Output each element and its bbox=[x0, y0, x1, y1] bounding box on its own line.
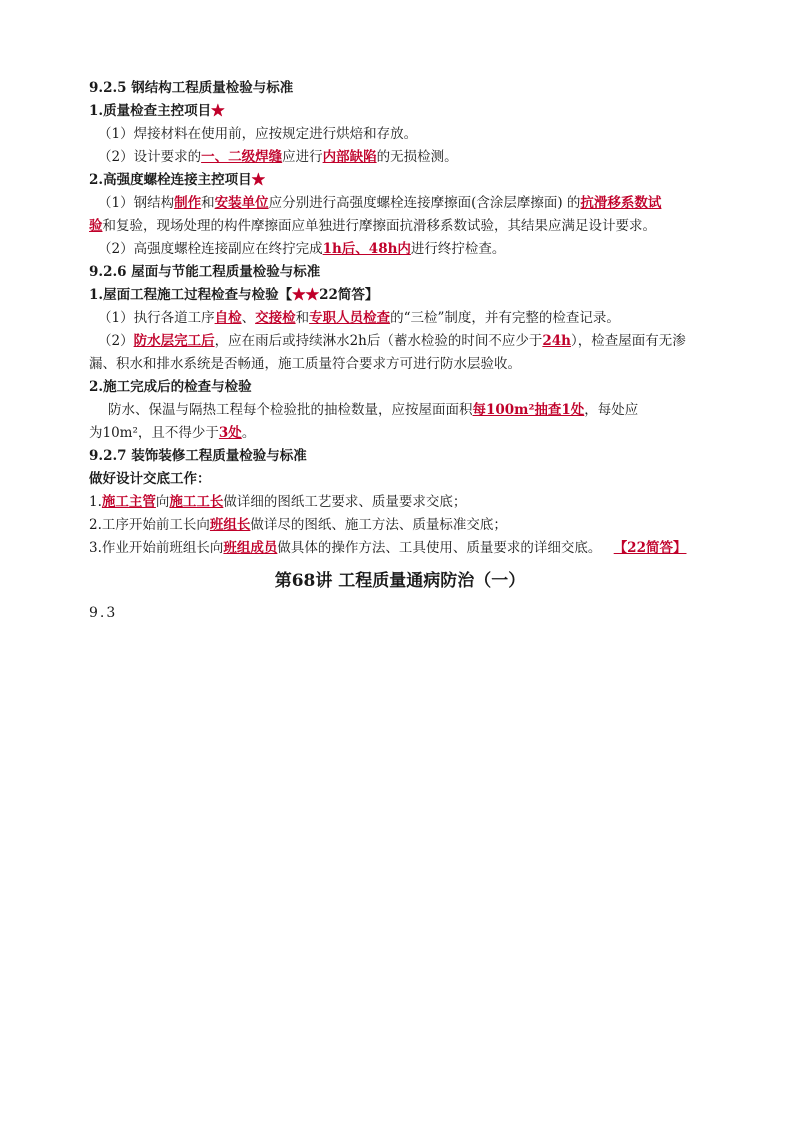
list-item bbox=[89, 492, 466, 512]
paragraph-welding-material: （1）焊接材料在使用前，应按规定进行烘焙和存放。 bbox=[98, 126, 418, 142]
highlight-waterproof-done: 防水层完工后 bbox=[133, 333, 215, 349]
text: 做详尽的图纸、施工方法、质量标准交底； bbox=[250, 517, 507, 533]
text: 的“三检”制度，并有完整的检查记录。 bbox=[390, 310, 620, 326]
paragraph-waterproof bbox=[98, 331, 686, 351]
heading-post-construction: 2.施工完成后的检查与检验 bbox=[89, 379, 252, 395]
heading-text: 1.屋面工程施工过程检查与检验【 bbox=[89, 287, 293, 303]
text: 应进行 bbox=[282, 149, 323, 165]
list-item bbox=[89, 538, 686, 558]
highlight-weld-grade: 一、二级焊缝 bbox=[201, 149, 283, 165]
highlight-fabrication: 制作 bbox=[174, 195, 202, 211]
paragraph-sampling-cont bbox=[89, 423, 255, 443]
heading-tail: 22简答】 bbox=[319, 287, 379, 303]
text: 做具体的操作方法、工具使用、质量要求的详细交底。 bbox=[277, 540, 602, 556]
text: 3.作业开始前班组长向 bbox=[89, 540, 224, 556]
heading-text: 1.质量检查主控项目 bbox=[89, 103, 212, 119]
highlight-construction-manager: 施工主管 bbox=[101, 494, 156, 510]
star-icon: ★★ bbox=[292, 287, 320, 303]
lecture-title: 第68讲 工程质量通病防治（一） bbox=[274, 571, 526, 591]
star-icon: ★ bbox=[251, 172, 266, 188]
exam-tag: 【22简答】 bbox=[613, 540, 687, 556]
text: 进行终拧检查。 bbox=[410, 241, 506, 257]
paragraph-friction-surface-cont bbox=[89, 216, 656, 236]
highlight-specialist-check: 专职人员检查 bbox=[309, 310, 391, 326]
paragraph-friction-surface bbox=[98, 193, 661, 213]
highlight-sampling-rate: 每100m²抽查1处 bbox=[472, 402, 585, 418]
text: 做详细的图纸工艺要求、质量要求交底； bbox=[223, 494, 467, 510]
heading-roof-inspection bbox=[89, 285, 378, 305]
paragraph-sampling bbox=[108, 400, 638, 420]
section-9-2-7-title: 9.2.7 装饰装修工程质量检验与标准 bbox=[89, 448, 307, 464]
text: （1）钢结构 bbox=[98, 195, 175, 211]
text: 防水、保温与隔热工程每个检验批的抽检数量，应按屋面面积 bbox=[108, 402, 473, 418]
text: 和 bbox=[201, 195, 215, 211]
highlight-slip-test-end: 验 bbox=[89, 218, 103, 234]
highlight-handover-check: 交接检 bbox=[255, 310, 296, 326]
section-9-3-heading: 9.3 bbox=[89, 605, 118, 621]
paragraph-weld-inspection bbox=[98, 147, 458, 167]
section-9-2-6-title: 9.2.6 屋面与节能工程质量检验与标准 bbox=[89, 264, 321, 280]
text: 2.工序开始前工长向 bbox=[89, 517, 210, 533]
text: 应分别进行高强度螺栓连接摩擦面(含涂层摩擦面) 的 bbox=[268, 195, 581, 211]
paragraph-waterproof-cont: 漏、积水和排水系统是否畅通，施工质量符合要求方可进行防水层验收。 bbox=[89, 356, 521, 372]
heading-bolt-main-items bbox=[89, 170, 265, 190]
highlight-24h: 24h bbox=[542, 333, 571, 349]
text: （1）执行各道工序 bbox=[98, 310, 215, 326]
text: （2）高强度螺栓连接副应在终拧完成 bbox=[98, 241, 323, 257]
text: 和 bbox=[295, 310, 310, 326]
highlight-min-count: 3处 bbox=[218, 425, 242, 441]
text: ），检查屋面有无渗 bbox=[571, 333, 686, 349]
text: ，每处应 bbox=[584, 402, 639, 418]
highlight-internal-defect: 内部缺陷 bbox=[322, 149, 377, 165]
highlight-team-leader: 班组长 bbox=[209, 517, 251, 533]
paragraph-three-checks bbox=[98, 308, 620, 328]
heading-text: 2.高强度螺栓连接主控项目 bbox=[89, 172, 252, 188]
text: 1. bbox=[89, 494, 102, 510]
highlight-time-window: 1h后、48h内 bbox=[322, 241, 411, 257]
highlight-self-check: 自检 bbox=[214, 310, 242, 326]
list-item bbox=[89, 515, 507, 535]
section-9-2-5-title: 9.2.5 钢结构工程质量检验与标准 bbox=[89, 80, 294, 96]
text: （2） bbox=[98, 333, 134, 349]
text: 。 bbox=[241, 425, 256, 441]
text: ，应在雨后或持续淋水2h后（蓄水检验的时间不应少于 bbox=[214, 333, 543, 349]
text: 和复验，现场处理的构件摩擦面应单独进行摩擦面抗滑移系数试验，其结果应满足设计要求。 bbox=[102, 218, 656, 234]
text: （2）设计要求的 bbox=[98, 149, 202, 165]
text: 的无损检测。 bbox=[376, 149, 458, 165]
star-icon: ★ bbox=[211, 103, 225, 119]
text: 、 bbox=[241, 310, 256, 326]
highlight-slip-test: 抗滑移系数试 bbox=[580, 195, 662, 211]
heading-quality-main-items bbox=[89, 101, 225, 121]
highlight-installer: 安装单位 bbox=[214, 195, 269, 211]
text: 为10m²，且不得少于 bbox=[89, 425, 219, 441]
heading-design-briefing: 做好设计交底工作： bbox=[89, 471, 211, 487]
text: 向 bbox=[155, 494, 170, 510]
highlight-team-members: 班组成员 bbox=[223, 540, 278, 556]
highlight-foreman: 施工工长 bbox=[169, 494, 224, 510]
paragraph-final-tightening bbox=[98, 239, 505, 259]
